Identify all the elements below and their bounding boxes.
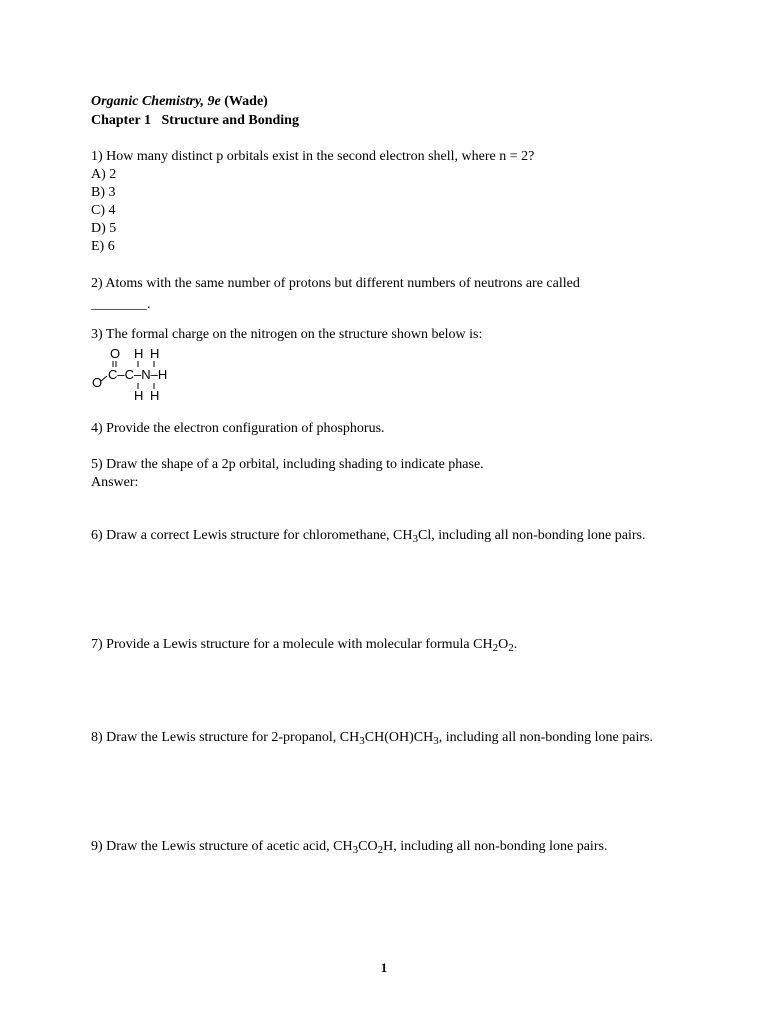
question-7-sub2: 2: [508, 642, 514, 654]
question-7-mid: O: [498, 637, 509, 652]
structure-bottom-h2: H: [150, 388, 160, 403]
question-9-sub1: 3: [352, 844, 359, 856]
question-8-pre: 8) Draw the Lewis structure for 2-propanol, CH: [91, 730, 360, 745]
structure-top-h2: H: [150, 346, 160, 361]
question-8-mid: CH(OH)CH: [364, 730, 434, 745]
question-4-text: 4) Provide the electron configuration of phosphorus.: [91, 421, 385, 436]
answer-label: Answer:: [91, 475, 139, 490]
question-1-text: 1) How many distinct p orbitals exist in the second electron shell, where n = 2?: [91, 149, 535, 164]
question-5: [91, 456, 484, 492]
option-c: C) 4: [91, 203, 116, 218]
question-8-sub2: 3: [433, 735, 439, 747]
question-5-text: 5) Draw the shape of a 2p orbital, including shading to indicate phase.: [91, 457, 484, 472]
question-9-mid: CO: [358, 839, 378, 854]
option-b: B) 3: [91, 185, 116, 200]
structure-main-chain: C–C–N–H: [108, 367, 168, 382]
question-1: [91, 148, 534, 256]
question-7-sub1: 2: [492, 642, 499, 654]
option-e: E) 6: [91, 239, 115, 254]
question-8: [91, 727, 676, 752]
question-7-post: .: [513, 637, 518, 652]
question-6-pre: 6) Draw a correct Lewis structure for chloromethane, CH: [91, 528, 413, 543]
option-d: D) 5: [91, 221, 117, 236]
question-9-sub2: 2: [377, 844, 384, 856]
book-author: (Wade): [224, 94, 268, 109]
question-6-sub: 3: [412, 533, 418, 545]
question-6-post: Cl, including all non-bonding lone pairs.: [417, 528, 646, 543]
question-2-blank: ________.: [91, 297, 151, 312]
question-2-line1: 2) Atoms with the same number of protons but different numbers of neutrons are called: [91, 276, 580, 291]
book-title: [91, 93, 268, 111]
question-2: [91, 273, 580, 315]
book-title-italic: Organic Chemistry, 9e: [91, 94, 221, 109]
question-9-pre: 9) Draw the Lewis structure of acetic acid, CH: [91, 839, 353, 854]
question-9: [91, 838, 607, 859]
question-7-pre: 7) Provide a Lewis structure for a molecule with molecular formula CH: [91, 637, 493, 652]
question-3-text: 3) The formal charge on the nitrogen on the structure shown below is:: [91, 327, 483, 342]
chemical-structure: [88, 345, 198, 405]
structure-top-o: O: [110, 346, 121, 361]
question-8-sub1: 3: [359, 735, 365, 747]
option-a: A) 2: [91, 167, 117, 182]
question-8-post: , including all non-bonding lone pairs.: [438, 730, 653, 745]
structure-top-h1: H: [134, 346, 144, 361]
question-6: [91, 525, 676, 550]
structure-o-minus: O: [92, 375, 103, 390]
question-9-post: H, including all non-bonding lone pairs.: [383, 839, 608, 854]
page-number: 1: [380, 960, 388, 975]
chapter-title: Chapter 1 Structure and Bonding: [91, 113, 299, 128]
question-7: [91, 636, 517, 657]
structure-bottom-h1: H: [134, 388, 144, 403]
